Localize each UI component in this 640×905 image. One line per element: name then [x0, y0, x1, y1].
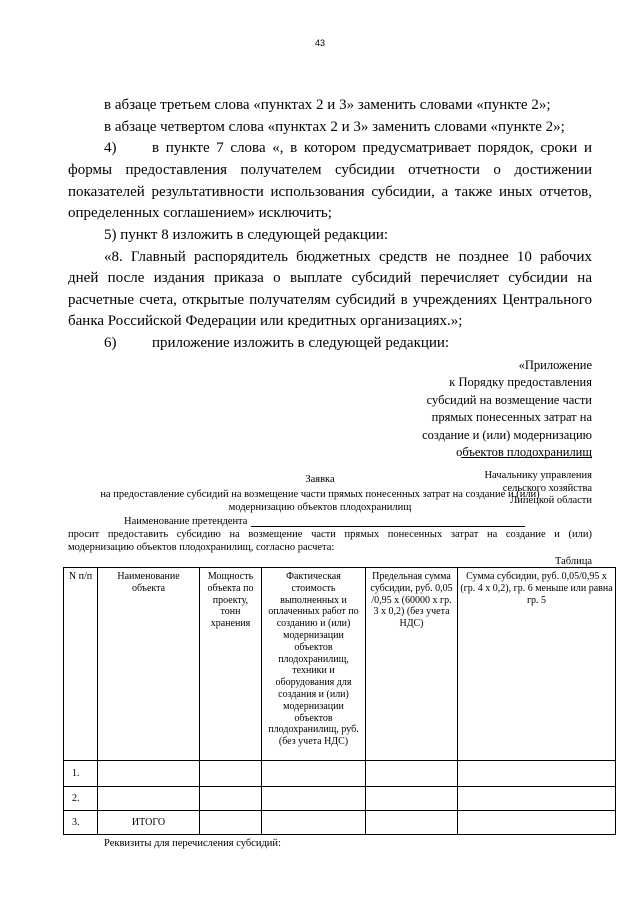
row-number: 3. — [64, 811, 98, 835]
requisites-label: Реквизиты для перечисления субсидий: — [104, 838, 281, 849]
item-6-text: приложение изложить в следующей редакции: — [152, 335, 450, 351]
row-subsidy-amount-cell[interactable] — [458, 811, 616, 835]
point-8-line-3: расчетные счета, открытые получателям субсидий в учреждениях Центрального — [68, 292, 592, 308]
appendix-header-line: «Приложение — [518, 358, 592, 372]
row-max-subsidy-cell[interactable] — [366, 787, 458, 811]
body-line-paragraph3: в абзаце третьем слова «пунктах 2 и 3» заменить словами «пункте 2»; — [104, 97, 551, 113]
table-header-row — [64, 568, 616, 761]
row-capacity-cell[interactable] — [200, 811, 262, 835]
row-number: 1. — [64, 761, 98, 787]
row-object-name[interactable] — [98, 787, 200, 811]
item-4-line-1: в пункте 7 слова «, в котором предусматривает порядок, сроки и — [152, 140, 592, 156]
appendix-header-line: субсидий на возмещение части — [426, 392, 592, 407]
appendix-header-line: прямых понесенных затрат на — [431, 410, 592, 425]
request-line-2: модернизацию объектов плодохранилищ, согласно расчета: — [68, 542, 335, 553]
row-actual-cost-cell[interactable] — [262, 811, 366, 835]
application-title: Заявка — [305, 474, 335, 485]
item-4-line-4: определенных соглашением» исключить; — [68, 205, 332, 221]
item-4-line-2: формы предоставления получателем субсидии отчетности о достижении — [68, 162, 592, 178]
item-4-number: 4) — [104, 140, 117, 156]
item-6-number: 6) — [104, 335, 117, 351]
row-max-subsidy-cell[interactable] — [366, 811, 458, 835]
row-actual-cost-cell[interactable] — [262, 761, 366, 787]
point-8-line-4: банка Российской Федерации или кредитных организациях.»; — [68, 313, 463, 329]
row-actual-cost-cell[interactable] — [262, 787, 366, 811]
appendix-header-line: создание и (или) модернизацию — [422, 427, 592, 442]
row-number: 2. — [64, 787, 98, 811]
applicant-name-field[interactable] — [251, 526, 525, 527]
item-4-line-3: показателей результативности использования субсидии, а также иных отчетов, — [68, 184, 592, 200]
item-5: 5) пункт 8 изложить в следующей редакции: — [104, 227, 389, 243]
subsidy-table — [63, 567, 616, 835]
col-header-subsidy-amount: Сумма субсидии, руб. 0,05/0,95 x (гр. 4 x 0,2), гр. 6 меньше или равна гр. 5 — [458, 568, 616, 761]
row-subsidy-amount-cell[interactable] — [458, 761, 616, 787]
table-row — [64, 787, 616, 811]
col-header-actual-cost: Фактическая стоимость выполненных и оплаченных работ по созданию и (или) модернизации объектов плодохранилищ, техники и оборудования для создания и (или) модернизации объектов плодохранилищ, руб. (без учета НДС) — [262, 568, 366, 761]
row-capacity-cell[interactable] — [200, 787, 262, 811]
addressee-line: Липецкой области — [510, 495, 592, 507]
col-header-capacity: Мощность объекта по проекту, тонн хранения — [200, 568, 262, 761]
request-line-1: просит предоставить субсидию на возмещение части прямых понесенных затрат на создание и (или) — [68, 529, 592, 540]
col-header-object-name: Наименование объекта — [98, 568, 200, 761]
table-row-total — [64, 811, 616, 835]
application-subtitle-2: модернизацию объектов плодохранилищ — [228, 502, 412, 513]
addressee-signature-line — [461, 457, 592, 458]
row-capacity-cell[interactable] — [200, 761, 262, 787]
appendix-header-line: к Порядку предоставления — [449, 375, 592, 390]
row-subsidy-amount-cell[interactable] — [458, 787, 616, 811]
row-max-subsidy-cell[interactable] — [366, 761, 458, 787]
col-header-max-subsidy: Предельная сумма субсидии, руб. 0,05 /0,95 x (60000 x гр. 3 x 0,2) (без учета НДС) — [366, 568, 458, 761]
addressee-line: Начальнику управления — [484, 470, 592, 481]
applicant-label: Наименование претендента — [124, 516, 248, 527]
application-subtitle-1: на предоставление субсидий на возмещение части прямых понесенных затрат на создание и (или) — [100, 489, 540, 500]
appendix-header-line: объектов плодохранилищ — [456, 445, 592, 460]
appendix-header — [380, 357, 592, 461]
page-number: 43 — [314, 38, 325, 48]
point-8-line-2: дней после издания приказа о выплате субсидий перечисляет субсидии на — [68, 270, 592, 286]
body-line-paragraph4: в абзаце четвертом слова «пунктах 2 и 3» заменить словами «пункте 2»; — [104, 119, 565, 135]
row-total-label: ИТОГО — [98, 811, 200, 835]
col-header-number: N п/п — [64, 568, 98, 761]
table-row — [64, 761, 616, 787]
addressee-line: сельского хозяйства — [502, 482, 592, 494]
point-8-line-1: «8. Главный распорядитель бюджетных средств не позднее 10 рабочих — [104, 249, 592, 265]
table-label: Таблица — [554, 556, 592, 567]
row-object-name[interactable] — [98, 761, 200, 787]
